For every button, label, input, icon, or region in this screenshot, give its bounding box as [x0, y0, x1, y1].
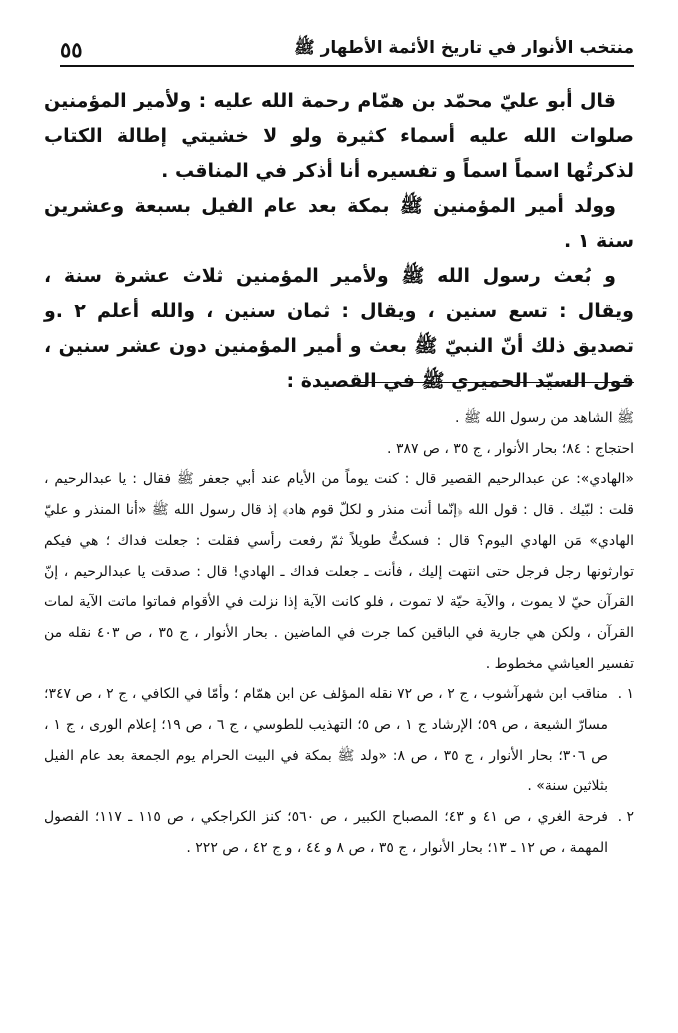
header-rule — [60, 65, 634, 67]
paragraph: وولد أمير المؤمنين ﷺ بمكة بعد عام الفيل بسبعة وعشرين سنة ١ . — [44, 195, 634, 252]
footnotes — [44, 403, 634, 864]
footnote-text: مناقب ابن شهرآشوب ، ج ٢ ، ص ٧٢ نقله المؤلف عن ابن همّام ؛ وأمّا في الكافي ، ج ٢ ، ص ٣٤٧؛ مسارّ الشيعة ، ص ٥٩؛ الإرشاد ج ١ ، ص ٥؛ التهذيب للطوسي ، ج ٦ ، ص ١٩؛ إعلام الورى ، ج ١ ، ص ٣٠٦؛ بحار الأنوار ، ج ٣٥ ، ص ٨: «ولد ﷺ بمكة في البيت الحرام يوم الجمعة بعد عام الفيل بثلاثين سنة» . — [44, 686, 609, 795]
running-title: منتخب الأنوار في تاريخ الأئمة الأطهار ﷺ — [294, 38, 634, 58]
footnote-text: فرحة الغري ، ص ٤١ و ٤٣؛ المصباح الكبير ، ص ٥٦٠؛ كنز الكراجكي ، ص ١١٥ ـ ١١٧؛ الفصول المهمة ، ص ١٢ ـ ١٣؛ بحار الأنوار ، ج ٣٥ ، ص ٨ و ٤٤ ، و ج ٤٢ ، ص ٢٢٢ . — [44, 809, 608, 856]
footnote-number: ١ . — [617, 686, 634, 703]
footnote-separator — [356, 382, 634, 383]
footnote-item — [44, 802, 634, 863]
paragraph: قال أبو عليّ محمّد بن همّام رحمة الله عليه : ولأمير المؤمنين صلوات الله عليه أسماء كثيرة ولو لا خشيتي إطالة الكتاب لذكرتُها اسماً اسماً و تفسيره أنا أذكر في المناقب . — [44, 90, 634, 182]
footnote-intro-line: «الهادي»: عن عبدالرحيم القصير قال : كنت يوماً من الأيام عند أبي جعفر ﷺ فقال : يا عبدالرحيم ، قلت : لبّيك . قال : قول الله ﴿إنّما أنت منذر و لكلّ قوم هاد﴾ إذ قال رسول الله ﷺ «أنا المنذر و عليّ الهادي» مَن الهادي اليوم؟ قال : فسكتُّ طويلاً ثمّ رفعت رأسي فقلت : جعلت فداك ؛ هي فيكم توارثونها رجل فرجل حتى انتهت إليك ، فأنت ـ جعلت فداك ـ الهادي! قال : صدقت يا عبدالرحيم ، إنّ القرآن حيّ لا يموت ، والآية حيّة لا تموت ، فلو كانت الآية إذا نزلت في الأقوام فماتوا ماتت الآية لمات القرآن ، ولكن هي جارية في الباقين كما جرت في الماضين . بحار الأنوار ، ج ٣٥ ، ص ٤٠٣ نقله من تفسير العياشي مخطوط . — [44, 471, 635, 672]
footnote-intro-line: احتجاج : ٨٤؛ بحار الأنوار ، ج ٣٥ ، ص ٣٨٧ . — [387, 440, 634, 457]
main-text — [44, 84, 634, 399]
footnote-item — [44, 679, 634, 802]
page-header — [60, 30, 634, 62]
footnote-intro-line: ﷺ الشاهد من رسول الله ﷺ . — [455, 410, 634, 426]
page-number: ٥٥ — [60, 37, 83, 62]
footnote-number: ٢ . — [617, 809, 634, 826]
paragraph: و بُعث رسول الله ﷺ ولأمير المؤمنين ثلاث عشرة سنة ، ويقال : تسع سنين ، ويقال : ثمان سنين ، والله أعلم ٢ .و تصديق ذلك أنّ النبيّ ﷺ بعث و أمير المؤمنين دون عشر سنين ، قول السيّد الحميري ﷺ في القصيدة : — [44, 265, 634, 392]
